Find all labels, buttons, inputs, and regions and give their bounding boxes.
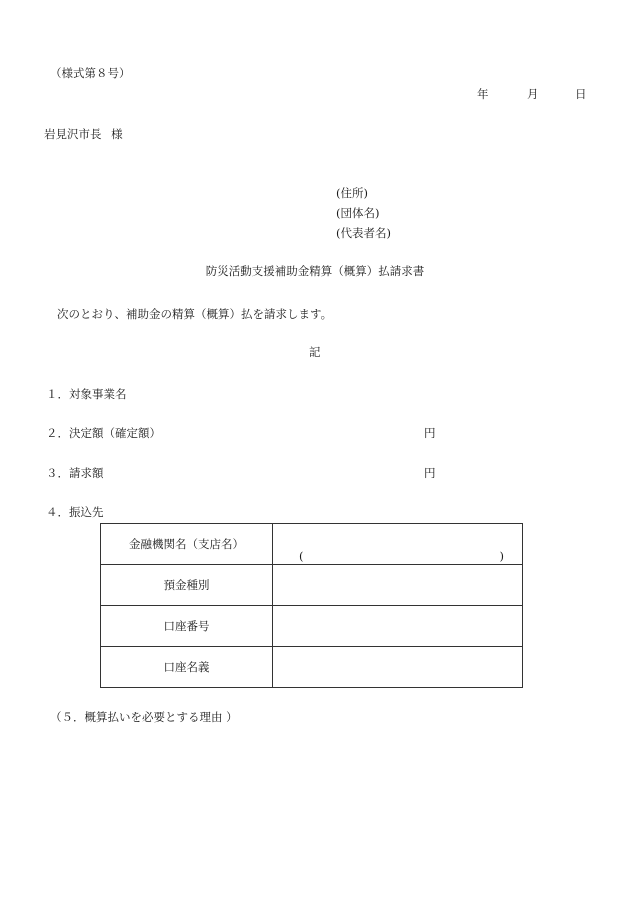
addressee-honorific: 様 (111, 127, 123, 141)
intro-text: 次のとおり、補助金の精算（概算）払を請求します。 (57, 307, 333, 321)
account-number-label: 口座番号 (101, 606, 273, 647)
item-target-project: １．対象事業名 (46, 387, 127, 401)
document-title: 防災活動支援補助金精算（概算）払請求書 (205, 264, 425, 278)
account-holder-field[interactable] (273, 647, 523, 688)
item-claim-amount-unit: 円 (424, 466, 436, 480)
ki-heading: 記 (309, 345, 321, 359)
item-claim-amount: ３．請求額 (46, 466, 104, 480)
date-month: 月 (527, 87, 539, 101)
deposit-type-label: 預金種別 (101, 565, 273, 606)
account-holder-label: 口座名義 (101, 647, 273, 688)
applicant-rep-label: (代表者名) (336, 226, 391, 240)
addressee (44, 129, 123, 141)
bank-table (100, 523, 523, 688)
table-row (101, 606, 523, 647)
applicant-address-label: (住所) (336, 186, 368, 200)
date-day: 日 (575, 87, 587, 101)
date-year: 年 (477, 87, 489, 101)
table-row (101, 565, 523, 606)
account-number-field[interactable] (273, 606, 523, 647)
bank-branch-close-paren: ) (499, 549, 504, 563)
form-number: （様式第８号） (50, 66, 131, 80)
deposit-type-field[interactable] (273, 565, 523, 606)
item-decided-amount-unit: 円 (424, 426, 436, 440)
table-row (101, 647, 523, 688)
bank-name-field[interactable] (273, 524, 523, 565)
table-row (101, 524, 523, 565)
item-transfer-destination: ４．振込先 (46, 505, 104, 519)
applicant-group-label: (団体名) (336, 206, 380, 220)
item-decided-amount: ２．決定額（確定額） (46, 426, 161, 440)
bank-branch-open-paren: ( (299, 549, 304, 563)
addressee-name: 岩見沢市長 (44, 127, 102, 141)
bank-name-label: 金融機関名（支店名） (101, 524, 273, 565)
reason-heading: （５．概算払いを必要とする理由 ） (50, 710, 238, 724)
